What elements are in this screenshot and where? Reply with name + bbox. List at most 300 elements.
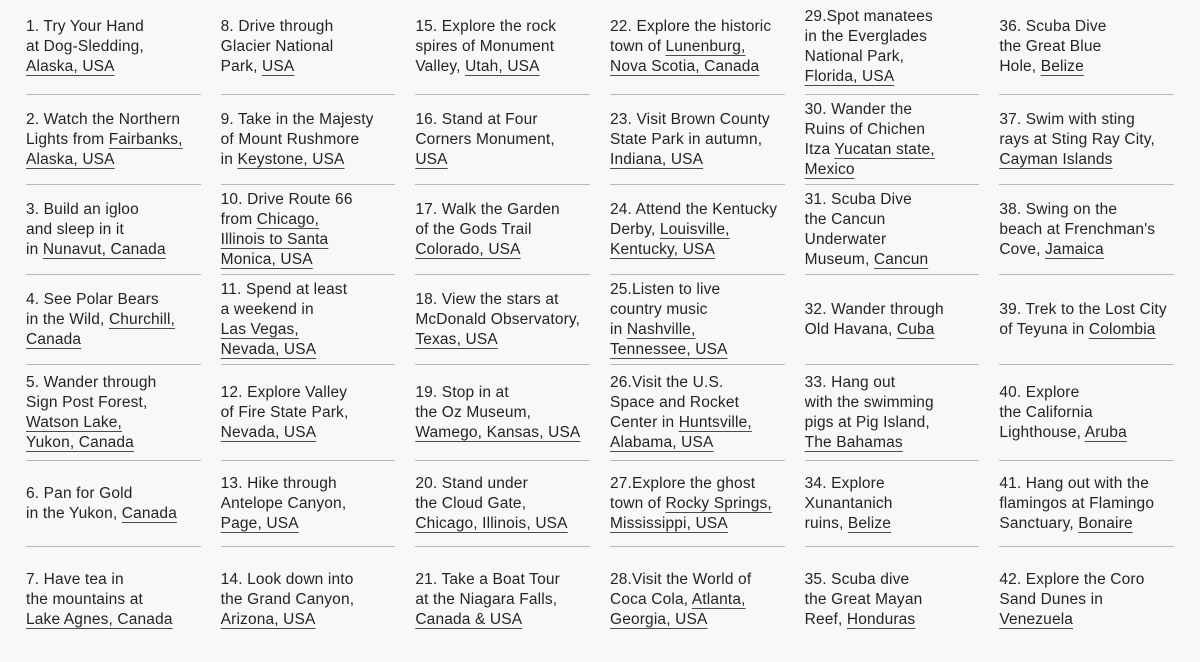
item-line [221,17,396,37]
item-line [26,110,201,130]
item-text-segment: 36. Scuba Dive [999,18,1107,35]
location-link[interactable]: Fairbanks, [108,130,183,148]
item-text-segment: Reef, [804,610,847,628]
location-link[interactable]: Atlanta, [691,590,746,608]
item-line [26,484,201,504]
item-text-segment: 15. Explore the rock [415,18,557,35]
item-line [805,230,980,250]
item-text-segment: of the Gods Trail [415,220,532,238]
location-link[interactable]: USA [415,150,448,168]
item-line [999,610,1174,630]
item-line [805,27,980,47]
item-line [415,383,590,403]
item-text-segment: town of [610,38,666,55]
item-text [610,110,785,170]
location-link[interactable]: Belize [1040,58,1084,75]
location-link[interactable]: Nashville, [626,320,696,338]
item-line [415,290,590,310]
location-link[interactable]: Nevada, USA [220,423,317,441]
item-text-segment: ruins, [804,514,848,532]
item-line [610,200,785,220]
item-text-segment: spires of Monument [415,38,555,55]
item-line [26,570,201,590]
item-line [805,474,980,494]
item-text-segment: 29.Spot manatees [804,8,933,25]
item-text [221,280,396,360]
location-link[interactable]: Nevada, USA [220,340,317,358]
item-line [26,200,201,220]
item-text-segment: 20. Stand under [415,474,528,492]
item-line [221,190,396,210]
item-text [221,474,396,534]
location-link[interactable]: Cuba [896,320,935,338]
list-item [415,0,590,95]
item-text [805,7,980,87]
item-line [999,403,1174,423]
location-link[interactable]: Georgia, USA [610,610,708,628]
item-line [221,250,396,270]
location-link[interactable]: Alaska, USA [26,58,115,75]
item-text [999,570,1174,630]
item-text-segment: in the Everglades [804,28,927,45]
item-text-segment: 23. Visit Brown County [610,110,770,128]
item-text-segment: a weekend in [220,300,314,318]
item-line [999,494,1174,514]
item-text-segment: Ruins of Chichen [804,120,926,138]
item-line [610,494,785,514]
item-line [610,340,785,360]
list-item [415,185,590,275]
item-line [221,130,396,150]
item-text [999,200,1174,260]
item-text-segment: 12. Explore Valley [220,383,348,401]
location-link[interactable]: Alaska, USA [26,150,115,168]
location-link[interactable]: Rocky Springs, [665,494,772,512]
item-line [221,383,396,403]
item-line [805,320,980,340]
list-item [805,275,980,365]
list-item [415,95,590,185]
item-text [610,570,785,630]
item-text-segment: Glacier National [220,38,334,55]
item-line [26,57,201,77]
item-text [221,110,396,170]
item-text [610,280,785,360]
item-text-segment: Park, [220,58,263,75]
item-line [805,300,980,320]
list-item [805,547,980,652]
item-line [999,590,1174,610]
item-text-segment: 14. Look down into [220,570,354,588]
item-text [26,290,201,350]
item-text-segment: in [220,150,238,168]
list-item [610,95,785,185]
item-text-segment: 1. Try Your Hand [26,18,144,35]
item-line [26,610,201,630]
item-line [26,220,201,240]
item-text-segment: 6. Pan for Gold [26,484,133,502]
location-link[interactable]: Indiana, USA [610,150,704,168]
item-line [221,494,396,514]
item-line [805,67,980,87]
item-line [415,403,590,423]
item-text-segment: 33. Hang out [804,373,896,391]
location-link[interactable]: Nunavut, Canada [42,240,166,258]
item-text-segment: Sand Dunes in [999,590,1103,608]
item-text-segment: 9. Take in the Majesty [220,110,374,128]
item-text [805,474,980,534]
location-link[interactable]: Cancun [873,250,929,268]
item-text-segment: 10. Drive Route 66 [220,190,353,208]
item-text-segment: 11. Spend at least [220,280,348,298]
location-link[interactable]: Huntsville, [678,413,752,431]
item-text-segment: Sign Post Forest, [26,393,148,411]
list-item [221,461,396,547]
location-link[interactable]: Cayman Islands [999,150,1113,168]
item-text [999,110,1174,170]
item-line [805,494,980,514]
item-text [999,383,1174,443]
item-text-segment: State Park in autumn, [610,130,763,148]
item-text [415,17,590,77]
item-text [610,17,785,77]
location-link[interactable]: Chicago, Illinois, USA [415,514,568,532]
item-text-segment: at the Niagara Falls, [415,590,558,608]
item-text-segment: 16. Stand at Four [415,110,538,128]
list-item [26,461,201,547]
list-item [221,185,396,275]
location-link[interactable]: Venezuela [999,610,1074,628]
item-line [415,200,590,220]
item-text-segment: 2. Watch the Northern [26,110,181,128]
item-text [26,570,201,630]
list-item [999,0,1174,95]
item-text-segment: 27.Explore the ghost [610,474,756,492]
location-link[interactable]: Honduras [846,610,916,628]
list-item [999,95,1174,185]
item-text-segment: rays at Sting Ray City, [999,130,1155,148]
item-text-segment: pigs at Pig Island, [804,413,930,431]
item-text-segment: the Oz Museum, [415,403,532,421]
location-link[interactable]: Canada [26,330,82,348]
item-line [999,130,1174,150]
item-text [805,373,980,453]
location-link[interactable]: Wamego, Kansas, USA [415,423,581,441]
item-line [415,590,590,610]
list-item [415,365,590,461]
item-line [805,190,980,210]
location-link[interactable]: Kentucky, USA [610,240,716,258]
location-link[interactable]: Yucatan state, [834,140,935,158]
list-item [221,275,396,365]
list-item [415,461,590,547]
list-item [805,365,980,461]
item-text-segment: from [220,210,257,228]
item-text [415,200,590,260]
item-line [805,210,980,230]
location-link[interactable]: Watson Lake, [26,413,122,431]
location-link[interactable]: Keystone, USA [237,150,345,168]
item-line [610,240,785,260]
location-link[interactable]: Churchill, [108,310,176,328]
location-link[interactable]: Mexico [804,160,855,178]
list-item [805,95,980,185]
location-link[interactable]: Tennessee, USA [610,340,728,358]
item-text-segment: in [610,320,627,338]
item-line [415,474,590,494]
location-link[interactable]: Canada & USA [415,610,523,628]
item-text-segment: in [26,240,43,258]
item-line [610,514,785,534]
item-text-segment: the Great Mayan [804,590,923,608]
list-item [221,0,396,95]
item-line [221,403,396,423]
item-text-segment: of Teyuna in [999,320,1089,338]
location-link[interactable]: Colombia [1088,320,1156,338]
item-line [999,150,1174,170]
item-line [415,330,590,350]
list-item [415,547,590,652]
item-line [805,514,980,534]
item-line [610,300,785,320]
item-text-segment: 26.Visit the U.S. [610,373,724,391]
item-line [610,17,785,37]
item-text-segment: 39. Trek to the Lost City [999,300,1167,318]
location-link[interactable]: Yukon, Canada [26,433,134,451]
item-text [26,17,201,77]
item-text-segment: 22. Explore the historic [610,18,772,35]
list-item [999,547,1174,652]
item-line [26,17,201,37]
list-item [805,185,980,275]
item-text-segment: 18. View the stars at [415,290,559,308]
item-line [26,240,201,260]
item-line [610,610,785,630]
list-item [26,547,201,652]
item-line [26,393,201,413]
item-text-segment: 35. Scuba dive [804,570,910,588]
item-line [26,504,201,524]
list-item [26,365,201,461]
item-text [999,17,1174,77]
item-line [415,17,590,37]
location-link[interactable]: Mississippi, USA [610,514,728,532]
item-line [610,150,785,170]
list-item [999,365,1174,461]
item-text-segment: Old Havana, [804,320,897,338]
item-line [26,373,201,393]
location-link[interactable]: Page, USA [220,514,299,532]
item-line [805,570,980,590]
location-link[interactable]: Lake Agnes, Canada [26,610,173,628]
item-text-segment: 32. Wander through [804,300,944,318]
item-text [610,373,785,453]
location-link[interactable]: Louisville, [659,220,730,238]
item-line [415,514,590,534]
item-text-segment: 7. Have tea in [26,570,124,588]
location-link[interactable]: USA [262,58,295,75]
item-text-segment: 8. Drive through [220,18,334,35]
item-line [415,494,590,514]
item-text [805,570,980,630]
item-text-segment: 31. Scuba Dive [804,190,912,208]
item-text-segment: 5. Wander through [26,373,157,391]
item-text-segment: beach at Frenchman's [999,220,1156,238]
list-item [610,0,785,95]
location-link[interactable]: Lunenburg, [665,38,746,55]
item-text-segment: 13. Hike through [220,474,337,492]
item-line [221,110,396,130]
item-text [26,200,201,260]
item-line [221,320,396,340]
item-text-segment: of Fire State Park, [220,403,349,421]
item-line [610,320,785,340]
item-line [415,423,590,443]
item-line [805,433,980,453]
list-item [221,95,396,185]
item-line [610,280,785,300]
item-text [415,383,590,443]
item-text-segment: National Park, [804,48,905,65]
item-text-segment: 21. Take a Boat Tour [415,570,560,588]
item-line [415,37,590,57]
item-text-segment: Lighthouse, [999,423,1085,441]
item-text-segment: Sanctuary, [999,514,1079,532]
item-line [415,110,590,130]
location-link[interactable]: Jamaica [1045,240,1104,258]
list-item [415,275,590,365]
item-line [221,150,396,170]
item-line [221,210,396,230]
item-text-segment: the Great Blue [999,38,1102,55]
location-link[interactable]: Texas, USA [415,330,498,348]
item-line [415,310,590,330]
item-text [221,383,396,443]
item-line [999,300,1174,320]
location-link[interactable]: Nova Scotia, Canada [610,58,760,75]
item-line [999,474,1174,494]
item-line [26,590,201,610]
item-text-segment: 19. Stop in at [415,383,509,401]
item-text [221,17,396,77]
item-text [999,300,1174,340]
location-link[interactable]: Monica, USA [220,250,313,268]
item-line [415,220,590,240]
location-link[interactable]: Florida, USA [804,68,895,85]
list-item [805,461,980,547]
item-line [221,610,396,630]
item-text-segment: town of [610,494,666,512]
item-line [221,590,396,610]
item-line [610,130,785,150]
item-line [221,474,396,494]
location-link[interactable]: Arizona, USA [220,610,316,628]
item-text-segment: the mountains at [26,590,143,608]
item-line [610,57,785,77]
item-line [415,57,590,77]
item-text-segment: Museum, [804,250,874,268]
item-line [26,290,201,310]
item-text-segment: 41. Hang out with the [999,474,1149,492]
item-line [805,590,980,610]
item-text-segment: 34. Explore [804,474,885,492]
item-line [805,413,980,433]
item-text-segment: Cove, [999,240,1046,258]
item-line [805,393,980,413]
item-line [415,150,590,170]
item-line [999,240,1174,260]
location-link[interactable]: Utah, USA [465,58,540,75]
location-link[interactable]: Las Vegas, [220,320,299,338]
item-text-segment: flamingos at Flamingo [999,494,1155,512]
item-text [221,190,396,270]
item-text-segment: Antelope Canyon, [220,494,347,512]
list-item [26,95,201,185]
location-link[interactable]: Alabama, USA [610,433,714,451]
item-line [415,610,590,630]
item-line [805,7,980,27]
location-link[interactable]: Bonaire [1078,514,1133,532]
list-item [26,0,201,95]
item-text-segment: 40. Explore [999,383,1080,401]
item-line [999,200,1174,220]
item-text-segment: and sleep in it [26,220,124,238]
item-text [26,484,201,524]
location-link[interactable]: Colorado, USA [415,240,521,258]
list-item [221,365,396,461]
location-link[interactable]: Chicago, [256,210,320,228]
item-text-segment: Hole, [999,58,1041,75]
item-line [610,110,785,130]
item-line [805,160,980,180]
item-text-segment: 17. Walk the Garden [415,200,560,218]
item-text-segment: Center in [610,413,679,431]
location-link[interactable]: Canada [121,504,177,522]
item-line [26,37,201,57]
item-text-segment: 24. Attend the Kentucky [610,200,778,218]
list-item [610,275,785,365]
item-text [26,373,201,453]
item-line [415,240,590,260]
item-line [610,220,785,240]
item-text-segment: Xunantanich [804,494,893,512]
item-text-segment: 42. Explore the Coro [999,570,1145,588]
item-line [805,100,980,120]
item-text-segment: at Dog-Sledding, [26,38,144,55]
list-item [999,275,1174,365]
item-text-segment: Valley, [415,58,466,75]
list-item [610,547,785,652]
item-text-segment: with the swimming [804,393,934,411]
item-line [26,310,201,330]
item-text-segment: 28.Visit the World of [610,570,752,588]
item-line [221,57,396,77]
item-text-segment: the Grand Canyon, [220,590,355,608]
location-link[interactable]: Belize [847,514,892,532]
item-text-segment: 38. Swing on the [999,200,1118,218]
location-link[interactable]: The Bahamas [804,433,903,451]
item-line [999,37,1174,57]
item-line [999,320,1174,340]
item-line [999,220,1174,240]
item-text-segment: Underwater [804,230,887,248]
location-link[interactable]: Aruba [1084,423,1127,441]
item-line [26,150,201,170]
item-text-segment: Lights from [26,130,109,148]
item-line [610,474,785,494]
location-link[interactable]: Illinois to Santa [220,230,329,248]
item-line [221,423,396,443]
